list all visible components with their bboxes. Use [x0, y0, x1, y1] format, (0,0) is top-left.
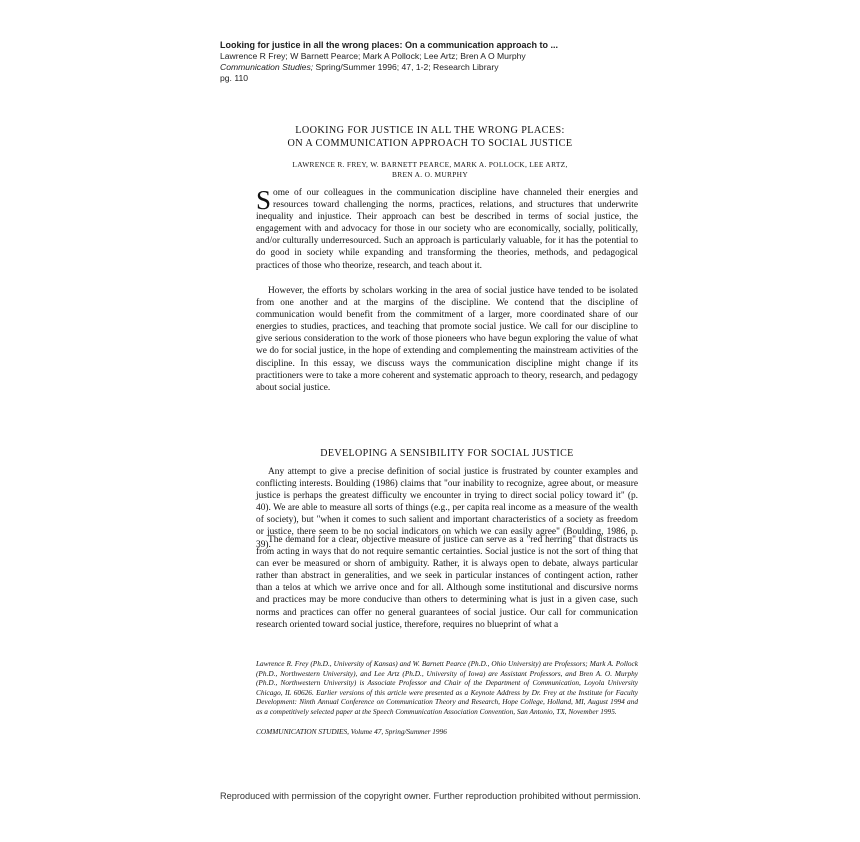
paragraph-3: Any attempt to give a precise definition of social justice is frustrated by counter examples and conflicting interests. Boulding (1986) claims that "our inability to recognize, agree about, or measure justice is perhaps the greatest difficulty we encounter in trying to direct social policy toward it" (p. 40). We are able to measure all sorts of things (e.g., per capita real income as a measure of the wealth of society), but "when it comes to such salient and important characteristics of a society as freedom or justice, there seem to be no social indicators on which we can easily agree" (Boulding, 1986, p. 39). — [256, 467, 638, 550]
citation-source — [220, 62, 640, 73]
section-heading: DEVELOPING A SENSIBILITY FOR SOCIAL JUSTICE — [320, 448, 574, 459]
paragraph-4: The demand for a clear, objective measure of justice can serve as a "red herring" that distracts us from acting in ways that do not require semantic certainties. Social justice is not the sort of thing that can ever be measured or shorn of ambiguity. Rather, it is always open to debate, always particular rather than abstract in generalities, and we seek in particular instances of contingent action, rather than a telos at which we arrive once and for all. Although some institutional and discursive norms and practices may be more conducive than others to determining what is just in a given case, such norms and practices can offer no general guarantees of social justice. Our call for communication research oriented toward social justice, therefore, requires no blueprint of what a — [256, 535, 638, 630]
citation-title: Looking for justice in all the wrong places: On a communication approach to ... — [220, 40, 559, 50]
article-title — [255, 124, 605, 150]
paragraph-1-text: ome of our colleagues in the communication discipline have channeled their energies and resources toward challenging the norms, practices, relations, and structures that underwrite inequality and injustice. Their approach can best be described in terms of social justice, the engagement with and advocacy for those in our society who are economically, socially, politically, and/or culturally underresourced. Such an approach is particularly valuable, for it has the potential to do good in society while expanding and transforming the theories, methods, and pedagogical practices of those who theorize, research, and teach about it. — [256, 188, 638, 271]
article-title-line-2: ON A COMMUNICATION APPROACH TO SOCIAL JUSTICE — [287, 138, 573, 149]
citation-authors: Lawrence R Frey; W Barnett Pearce; Mark A Pollock; Lee Artz; Bren A O Murphy — [220, 51, 526, 61]
journal-reference: COMMUNICATION STUDIES, Volume 47, Spring/Summer 1996 — [256, 727, 447, 736]
copyright-notice: Reproduced with permission of the copyright owner. Further reproduction prohibited without permission. — [220, 791, 641, 801]
article-authors-line-1: LAWRENCE R. FREY, W. BARNETT PEARCE, MARK A. POLLOCK, LEE ARTZ, — [292, 160, 568, 169]
article-authors — [255, 160, 605, 180]
article-authors-line-2: BREN A. O. MURPHY — [392, 170, 468, 179]
citation-journal: Communication Studies; — [220, 62, 314, 72]
paragraph-1 — [256, 187, 638, 272]
author-footnote: Lawrence R. Frey (Ph.D., University of Kansas) and W. Barnett Pearce (Ph.D., Ohio University) are Professors; Mark A. Pollock (Ph.D., Northwestern University), and Lee Artz (Ph.D., University of Iowa) are Assistant Professors, and Bren A. O. Murphy (Ph.D., Northwestern University) is Associate Professor and Chair of the Department of Communication, Loyola University Chicago, IL 60626. Earlier versions of this article were presented as a Keynote Address by Dr. Frey at the Institute for Faculty Development: Ninth Annual Conference on Communication Theory and Research, Hope College, Holland, MI, August 1994 and as a competitively selected paper at the Speech Communication Association Convention, San Antonio, TX, November 1995. — [256, 659, 638, 716]
citation-page: pg. 110 — [220, 73, 249, 83]
citation-header — [220, 40, 640, 84]
paragraph-2: However, the efforts by scholars working in the area of social justice have tended to be isolated from one another and at the margins of the discipline. We contend that the discipline of communication would benefit from the commitment of a larger, more coordinated share of our energies to studies, practices, and teaching that promote social justice. We call for our discipline to give serious consideration to the work of those pioneers who have begun exploring the value of what we do for social justice, in the hope of extending and complementing the mainstream activities of the discipline. In this essay, we discuss ways the communication discipline might change if its practitioners were to take a more coherent and systematic approach to theory, research, and pedagogy about social justice. — [256, 286, 638, 393]
article-title-line-1: LOOKING FOR JUSTICE IN ALL THE WRONG PLACES: — [295, 125, 565, 136]
drop-cap: S — [256, 185, 272, 215]
citation-issue: Spring/Summer 1996; 47, 1-2; Research Library — [313, 62, 499, 72]
